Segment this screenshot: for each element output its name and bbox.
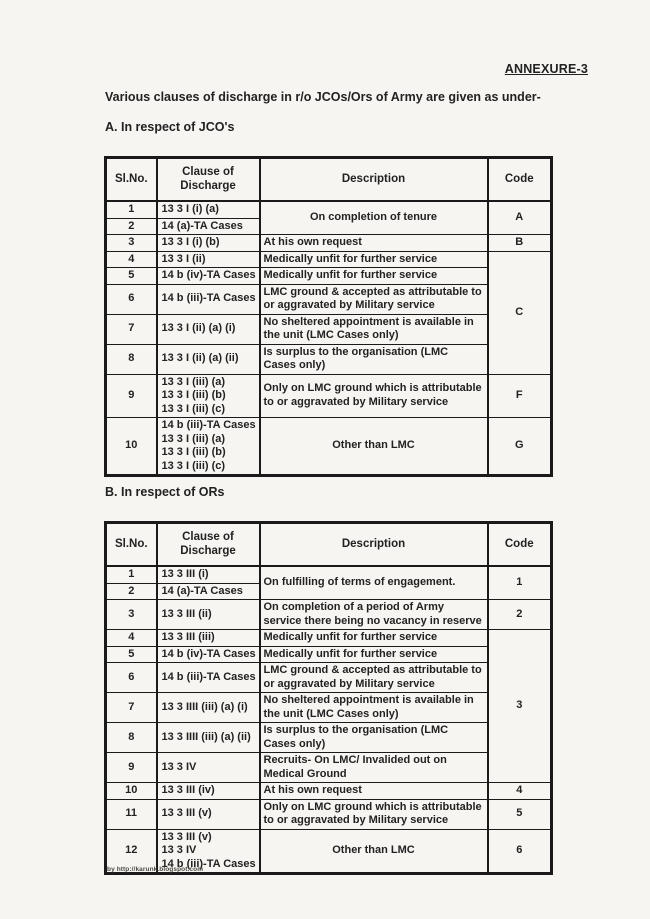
clause-line: 13 3 III (v) <box>161 807 212 820</box>
description-cell: Only on LMC ground which is attributable to or aggravated by Military service <box>260 799 488 829</box>
clause-cell <box>157 235 260 252</box>
clause-line: 13 3 I (iii) (a) <box>161 432 226 445</box>
table-header-row <box>106 158 552 202</box>
clause-line: 13 3 I (iii) (c) <box>161 459 226 472</box>
table-row <box>106 284 552 314</box>
clause-line: 13 3 III (v) <box>161 830 212 843</box>
slno-cell: 11 <box>106 799 157 829</box>
clause-line: 14 (a)-TA Cases <box>161 584 243 597</box>
clause-line: 13 3 I (i) (b) <box>161 236 220 248</box>
clause-cell <box>157 268 260 285</box>
section-heading-jco: A. In respect of JCO's <box>105 120 235 134</box>
description-cell: LMC ground & accepted as attributable to or aggravated by Military service <box>260 284 488 314</box>
description-cell: On fulfilling of terms of engagement. <box>260 566 488 600</box>
description-cell: Is surplus to the organisation (LMC Cases only) <box>260 344 488 374</box>
description-cell: Other than LMC <box>260 829 488 874</box>
slno-cell: 10 <box>106 783 157 800</box>
description-cell: Medically unfit for further service <box>260 251 488 268</box>
clause-line: 13 3 I (iii) (a) <box>161 375 226 388</box>
description-cell: LMC ground & accepted as attributable to or aggravated by Military service <box>260 663 488 693</box>
clause-cell <box>157 646 260 663</box>
clause-line: 13 3 IV <box>161 844 197 856</box>
clause-line: 14 b (iii)-TA Cases <box>161 670 256 683</box>
clause-line: 13 3 III (ii) <box>161 607 212 620</box>
table-row <box>106 201 552 218</box>
code-cell: B <box>488 235 552 252</box>
code-cell: A <box>488 201 552 235</box>
discharge-table-jco <box>104 156 553 477</box>
clause-line: 13 3 I (ii) (a) (i) <box>161 322 236 335</box>
slno-cell: 7 <box>106 314 157 344</box>
table-row <box>106 753 552 783</box>
table-row <box>106 799 552 829</box>
slno-cell: 7 <box>106 693 157 723</box>
clause-line: 13 3 IIII (iii) (a) (i) <box>161 700 248 713</box>
discharge-table-or <box>104 521 553 875</box>
clause-cell <box>157 251 260 268</box>
slno-cell: 9 <box>106 374 157 418</box>
description-cell: Other than LMC <box>260 418 488 476</box>
clause-line: 14 (a)-TA Cases <box>161 219 243 232</box>
slno-cell: 10 <box>106 418 157 476</box>
table-row <box>106 314 552 344</box>
clause-line: 14 b (iv)-TA Cases <box>161 647 256 660</box>
description-cell: Only on LMC ground which is attributable to or aggravated by Military service <box>260 374 488 418</box>
slno-cell: 4 <box>106 630 157 647</box>
column-header: Clause of Discharge <box>157 158 260 202</box>
table-row <box>106 268 552 285</box>
slno-cell: 5 <box>106 268 157 285</box>
table-row <box>106 251 552 268</box>
slno-cell: 8 <box>106 344 157 374</box>
section-heading-or: B. In respect of ORs <box>105 485 225 499</box>
clause-line: 14 b (iii)-TA Cases <box>161 857 256 870</box>
clause-line: 13 3 III (i) <box>161 568 209 580</box>
code-cell: 6 <box>488 829 552 874</box>
clause-cell <box>157 344 260 374</box>
column-header: Sl.No. <box>106 158 157 202</box>
clause-line: 13 3 I (iii) (c) <box>161 402 226 415</box>
slno-cell: 1 <box>106 201 157 218</box>
table-row <box>106 600 552 630</box>
clause-cell <box>157 600 260 630</box>
description-cell: At his own request <box>260 783 488 800</box>
description-cell: Recruits- On LMC/ Invalided out on Medical Ground <box>260 753 488 783</box>
clause-cell <box>157 583 260 600</box>
slno-cell: 9 <box>106 753 157 783</box>
table-row <box>106 418 552 476</box>
code-cell: 2 <box>488 600 552 630</box>
code-cell: G <box>488 418 552 476</box>
table-row <box>106 693 552 723</box>
clause-cell <box>157 374 260 418</box>
column-header: Description <box>260 158 488 202</box>
table-row <box>106 344 552 374</box>
table-row <box>106 630 552 647</box>
description-cell: Medically unfit for further service <box>260 630 488 647</box>
column-header: Clause of Discharge <box>157 523 260 567</box>
clause-line: 13 3 I (ii) <box>161 252 206 265</box>
clause-line: 13 3 I (i) (a) <box>161 203 219 215</box>
clause-cell <box>157 201 260 218</box>
annexure-label: ANNEXURE-3 <box>504 62 588 76</box>
description-cell: Is surplus to the organisation (LMC Cases only) <box>260 723 488 753</box>
clause-cell <box>157 663 260 693</box>
code-cell: F <box>488 374 552 418</box>
description-cell: On completion of tenure <box>260 201 488 235</box>
table-row <box>106 374 552 418</box>
clause-line: 13 3 IV <box>161 760 197 773</box>
slno-cell: 3 <box>106 600 157 630</box>
description-cell: At his own request <box>260 235 488 252</box>
column-header: Sl.No. <box>106 523 157 567</box>
clause-cell <box>157 630 260 647</box>
clause-line: 13 3 I (ii) (a) (ii) <box>161 352 239 365</box>
description-cell: No sheltered appointment is available in the unit (LMC Cases only) <box>260 314 488 344</box>
slno-cell: 5 <box>106 646 157 663</box>
clause-cell <box>157 418 260 476</box>
clause-cell <box>157 218 260 235</box>
slno-cell: 4 <box>106 251 157 268</box>
code-cell: 3 <box>488 630 552 783</box>
table-header-row <box>106 523 552 567</box>
clause-line: 14 b (iv)-TA Cases <box>161 269 256 281</box>
footer-credit: by http://karunk.blogspot.com <box>107 866 204 873</box>
description-cell: No sheltered appointment is available in the unit (LMC Cases only) <box>260 693 488 723</box>
code-cell: C <box>488 251 552 374</box>
clause-cell <box>157 799 260 829</box>
code-cell: 4 <box>488 783 552 800</box>
table-row <box>106 566 552 583</box>
clause-cell <box>157 783 260 800</box>
clause-cell <box>157 693 260 723</box>
clause-cell <box>157 314 260 344</box>
slno-cell: 2 <box>106 218 157 235</box>
clause-line: 13 3 III (iv) <box>161 784 215 796</box>
code-cell: 1 <box>488 566 552 600</box>
clause-cell <box>157 753 260 783</box>
clause-line: 14 b (iii)-TA Cases <box>161 419 256 431</box>
column-header: Code <box>488 158 552 202</box>
description-cell: On completion of a period of Army service there being no vacancy in reserve <box>260 600 488 630</box>
column-header: Description <box>260 523 488 567</box>
page-title: Various clauses of discharge in r/o JCOs/Ors of Army are given as under- <box>105 90 541 104</box>
table-row <box>106 783 552 800</box>
table-row <box>106 646 552 663</box>
slno-cell: 6 <box>106 663 157 693</box>
clause-cell <box>157 723 260 753</box>
slno-cell: 1 <box>106 566 157 583</box>
clause-line: 13 3 III (iii) <box>161 631 215 643</box>
table-row <box>106 663 552 693</box>
clause-cell <box>157 566 260 583</box>
slno-cell: 12 <box>106 829 157 874</box>
description-cell: Medically unfit for further service <box>260 268 488 285</box>
slno-cell: 8 <box>106 723 157 753</box>
clause-cell <box>157 284 260 314</box>
clause-line: 14 b (iii)-TA Cases <box>161 292 256 305</box>
code-cell: 5 <box>488 799 552 829</box>
column-header: Code <box>488 523 552 567</box>
slno-cell: 2 <box>106 583 157 600</box>
clause-line: 13 3 I (iii) (b) <box>161 446 226 458</box>
slno-cell: 6 <box>106 284 157 314</box>
description-cell: Medically unfit for further service <box>260 646 488 663</box>
table-row <box>106 235 552 252</box>
slno-cell: 3 <box>106 235 157 252</box>
clause-line: 13 3 IIII (iii) (a) (ii) <box>161 730 251 743</box>
clause-line: 13 3 I (iii) (b) <box>161 389 226 401</box>
table-row <box>106 723 552 753</box>
